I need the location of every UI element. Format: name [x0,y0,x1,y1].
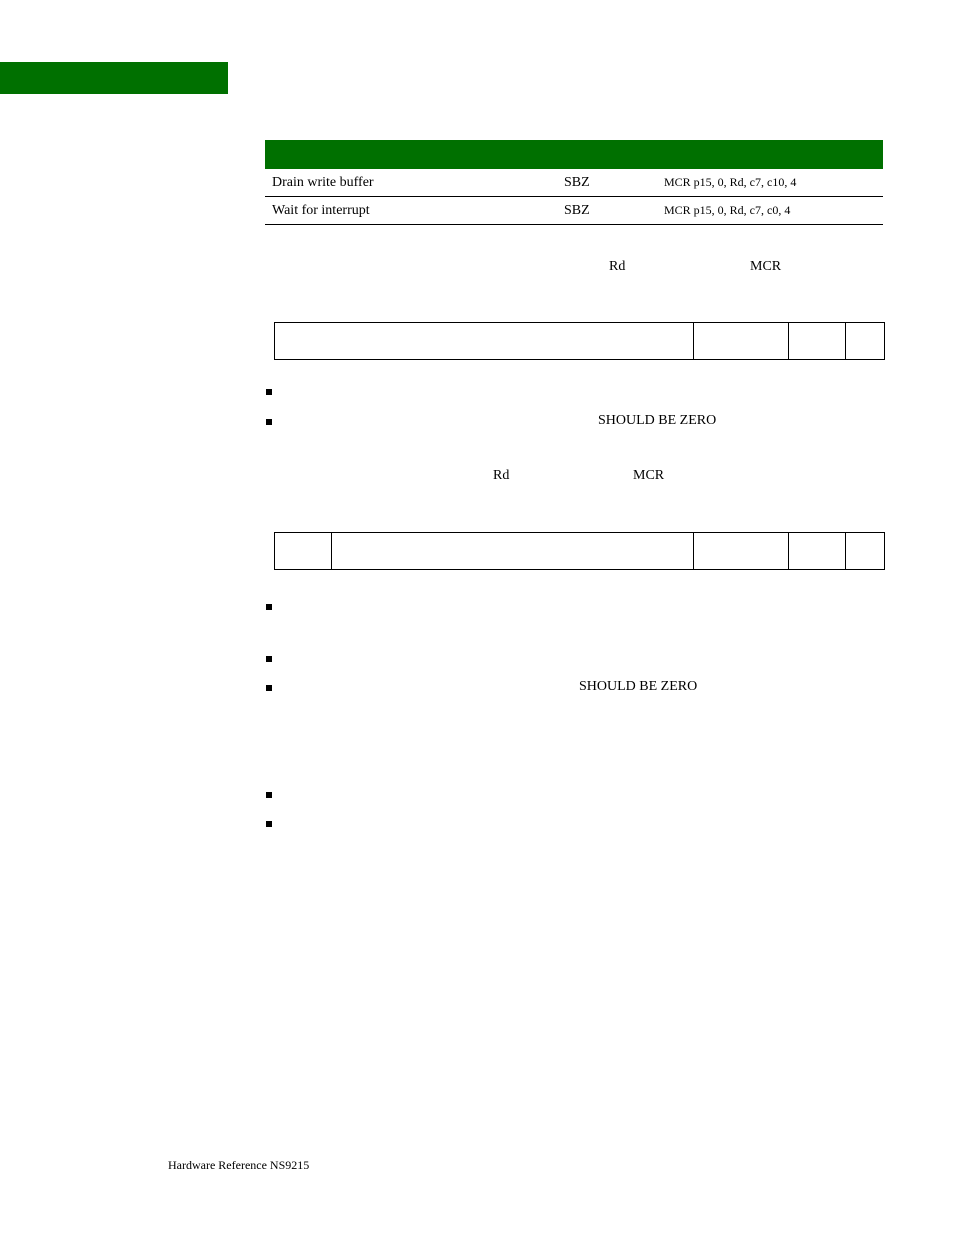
bullet-icon [266,419,272,425]
para2-mcr: MCR [633,468,665,483]
page-footer: Hardware Reference NS9215 [168,1158,310,1172]
table-cell-instruction: MCR p15, 0, Rd, c7, c10, 4 [664,169,883,197]
para1-rd: Rd [609,259,626,274]
bitfield-cell [332,533,694,569]
bullet-icon [266,389,272,395]
bitfield-cell [275,323,694,359]
bullet-icon [266,685,272,691]
bitfield-cell [789,323,846,359]
bullet1-sbz: SHOULD BE ZERO [598,413,717,428]
para1-mcr: MCR [750,259,782,274]
table-header-data [564,140,664,169]
bullet-icon [266,604,272,610]
table-cell-operation: Wait for interrupt [265,197,564,225]
table-cell-instruction: MCR p15, 0, Rd, c7, c0, 4 [664,197,883,225]
para2-rd: Rd [493,468,510,483]
table-cell-operation: Drain write buffer [265,169,564,197]
table-header-instruction [664,140,883,169]
bullet-icon [266,821,272,827]
table-header-row [265,140,883,169]
bitfield-cell [846,533,884,569]
bullet-icon [266,656,272,662]
table-header-operation [265,140,564,169]
bitfield-cell [846,323,884,359]
bullet2-sbz: SHOULD BE ZERO [579,679,698,694]
bitfield-cell [275,533,332,569]
cache-operations-table [265,140,883,225]
register-format-diagram-2 [274,532,885,570]
table-row [265,197,883,225]
table-cell-data: SBZ [564,169,664,197]
chapter-tab [0,62,228,94]
register-format-diagram-1 [274,322,885,360]
table-cell-data: SBZ [564,197,664,225]
table-row [265,169,883,197]
bitfield-cell [789,533,846,569]
bitfield-cell [694,533,789,569]
bullet-icon [266,792,272,798]
bitfield-cell [694,323,789,359]
